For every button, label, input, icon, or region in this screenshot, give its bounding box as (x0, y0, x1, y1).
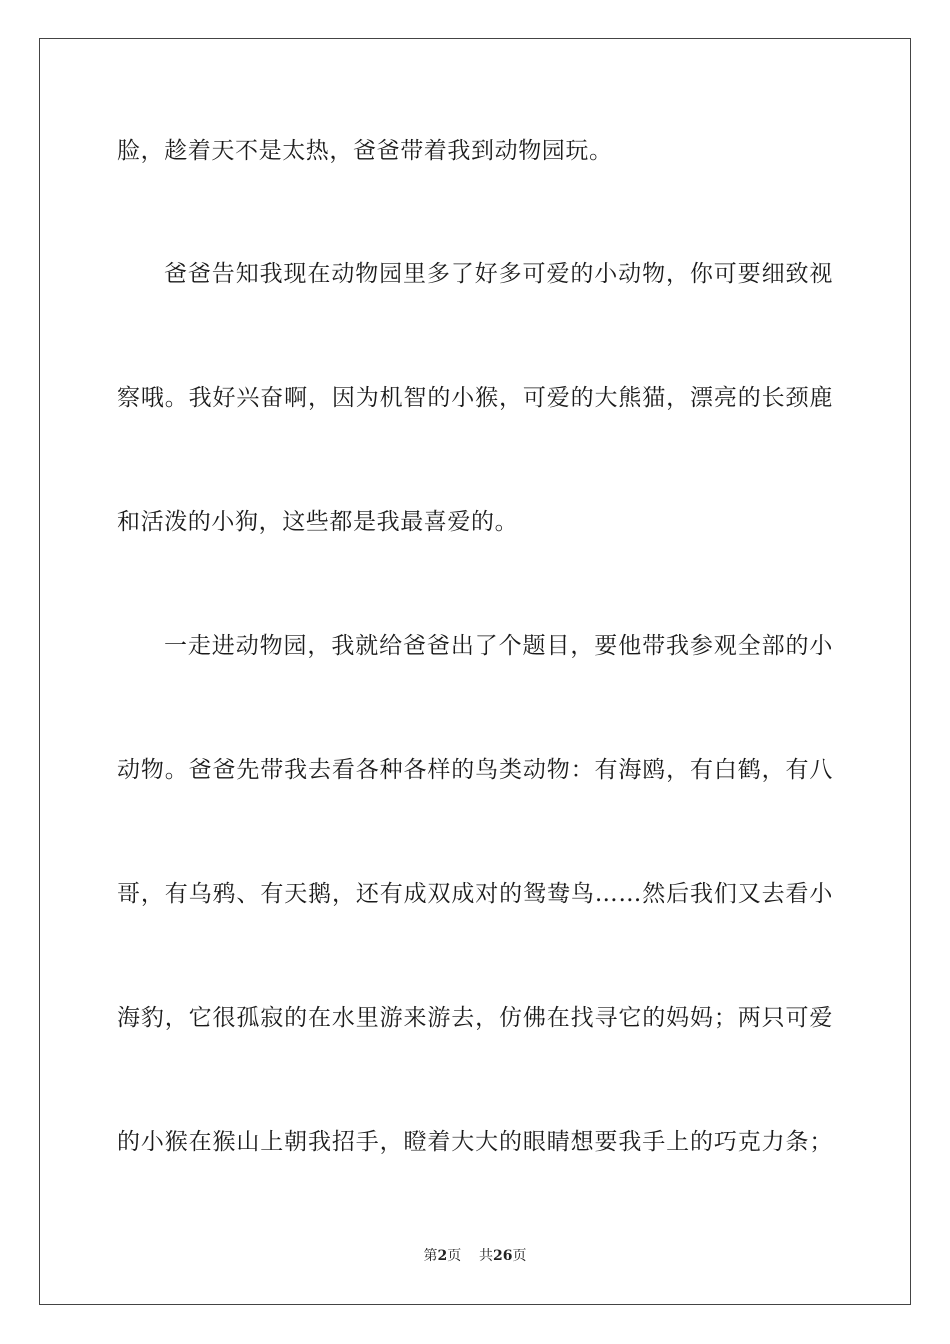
text-line-6: 动物。爸爸先带我去看各种各样的鸟类动物：有海鸥，有白鹤，有八 (117, 757, 833, 783)
text-line-4: 和活泼的小狗，这些都是我最喜爱的。 (117, 509, 519, 535)
text-line-3: 察哦。我好兴奋啊，因为机智的小猴，可爱的大熊猫，漂亮的长颈鹿 (117, 385, 833, 411)
text-line-5: 一走进动物园，我就给爸爸出了个题目，要他带我参观全部的小 (164, 633, 833, 659)
text-line-9: 的小猴在猴山上朝我招手，瞪着大大的眼睛想要我手上的巧克力条； (117, 1129, 833, 1155)
text-line-7: 哥，有乌鸦、有天鹅，还有成双成对的鸳鸯鸟……然后我们又去看小 (117, 881, 833, 907)
text-line-2: 爸爸告知我现在动物园里多了好多可爱的小动物，你可要细致视 (164, 261, 833, 287)
footer-total-pages: 26 (493, 1248, 513, 1264)
footer-page-suffix: 页 (447, 1248, 462, 1264)
text-line-8: 海豹，它很孤寂的在水里游来游去，仿佛在找寻它的妈妈；两只可爱 (117, 1005, 833, 1031)
footer-total-suffix: 页 (512, 1248, 527, 1264)
text-line-1: 脸，趁着天不是太热，爸爸带着我到动物园玩。 (117, 138, 613, 164)
page-footer (0, 1246, 950, 1266)
footer-page-number: 2 (437, 1248, 448, 1264)
footer-page-prefix: 第 (423, 1248, 438, 1264)
page-border (39, 38, 911, 1305)
footer-total-prefix: 共 (479, 1248, 494, 1264)
